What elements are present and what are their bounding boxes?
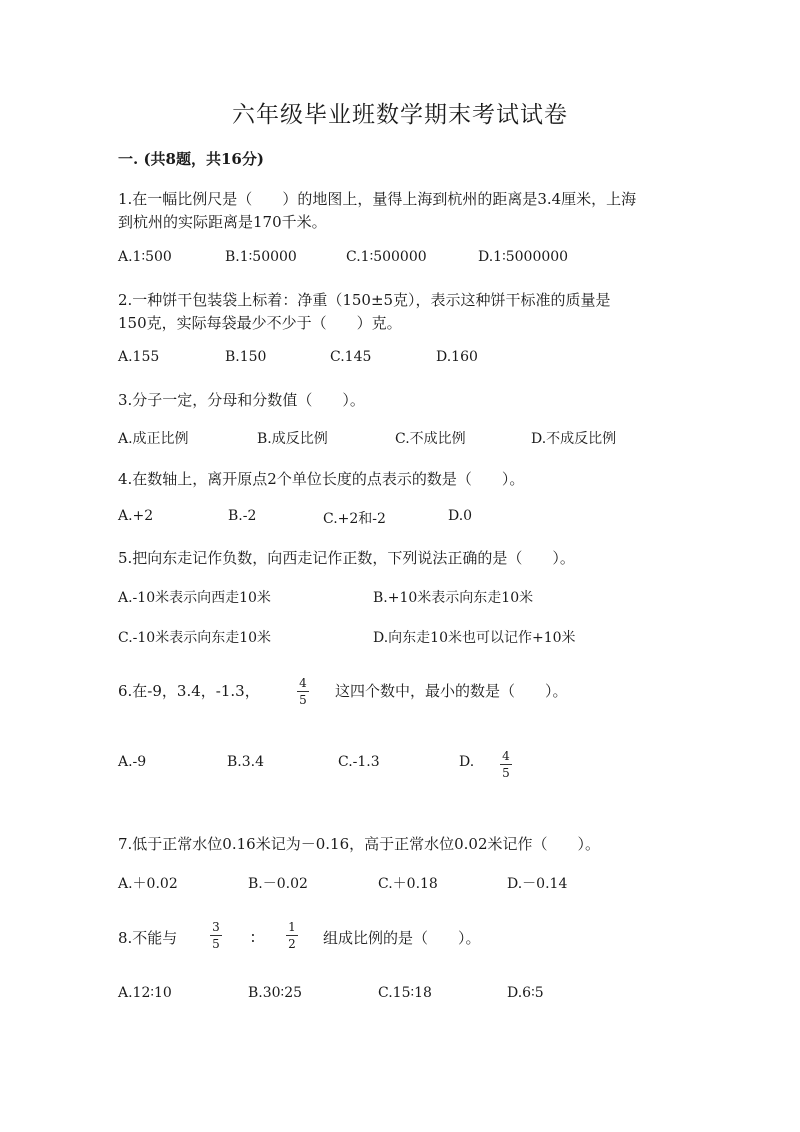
q8-option-a[interactable]: A.12∶10: [118, 985, 172, 1001]
q8-option-d[interactable]: D.6∶5: [507, 985, 544, 1001]
q8-fraction-2: [286, 920, 298, 951]
q1-option-b[interactable]: B.1∶50000: [225, 249, 297, 265]
q8-fraction-1-numerator: 3: [212, 920, 220, 934]
question-2-line-1: 2.一种饼干包装袋上标着：净重（150±5克），表示这种饼干标准的质量是: [118, 291, 611, 309]
q1-option-d[interactable]: D.1∶5000000: [478, 249, 569, 265]
q8-colon: ∶: [251, 929, 255, 947]
q5-option-d[interactable]: D.向东走10米也可以记作+10米: [373, 630, 576, 646]
question-6-prefix: 6.在-9，3.4，-1.3，: [118, 682, 260, 700]
q2-option-a[interactable]: A.155: [118, 349, 160, 365]
q8-fraction-2-numerator: 1: [288, 920, 296, 934]
q7-option-c[interactable]: C.＋0.18: [378, 876, 438, 892]
q8-fraction-1-denominator: 5: [212, 937, 220, 951]
question-2-line-2: 150克，实际每袋最少不少于（ ）克。: [118, 314, 402, 332]
q2-option-b[interactable]: B.150: [225, 349, 267, 365]
section-heading: 一. (共8题，共16分): [118, 150, 264, 168]
q5-option-a[interactable]: A.-10米表示向西走10米: [118, 590, 271, 606]
q1-option-c[interactable]: C.1∶500000: [346, 249, 427, 265]
q6-option-a[interactable]: A.-9: [118, 754, 147, 770]
q2-option-d[interactable]: D.160: [436, 349, 478, 365]
q7-option-d[interactable]: D.－0.14: [507, 876, 568, 892]
q8-fraction-1: [210, 920, 222, 951]
q8-fraction-2-denominator: 2: [288, 937, 296, 951]
q4-option-d[interactable]: D.0: [448, 508, 473, 524]
question-1-line-2: 到杭州的实际距离是170千米。: [118, 213, 327, 231]
q6-option-d-denominator: 5: [502, 766, 510, 780]
q6-option-b[interactable]: B.3.4: [227, 754, 265, 770]
q3-option-b[interactable]: B.成反比例: [257, 431, 328, 447]
q6-option-c[interactable]: C.-1.3: [338, 754, 380, 770]
q7-option-a[interactable]: A.＋0.02: [118, 876, 178, 892]
q8-option-c[interactable]: C.15∶18: [378, 985, 432, 1001]
q4-option-a[interactable]: A.+2: [118, 508, 154, 524]
q6-fraction-numerator: 4: [299, 676, 307, 690]
question-3: 3.分子一定，分母和分数值（ ）。: [118, 391, 365, 409]
page-title: 六年级毕业班数学期末考试试卷: [232, 102, 568, 128]
q4-option-b[interactable]: B.-2: [228, 508, 257, 524]
question-4: 4.在数轴上，离开原点2个单位长度的点表示的数是（ ）。: [118, 470, 525, 488]
q4-option-c[interactable]: C.+2和-2: [323, 511, 386, 527]
q1-option-a[interactable]: A.1∶500: [118, 249, 172, 265]
question-6-suffix: 这四个数中，最小的数是（ ）。: [335, 682, 568, 700]
q3-option-c[interactable]: C.不成比例: [395, 431, 466, 447]
q3-option-d[interactable]: D.不成反比例: [531, 431, 617, 447]
question-7: 7.低于正常水位0.16米记为－0.16，高于正常水位0.02米记作（ ）。: [118, 835, 601, 853]
q6-option-d-fraction: [500, 749, 512, 780]
question-5: 5.把向东走记作负数，向西走记作正数，下列说法正确的是（ ）。: [118, 549, 575, 567]
question-1-line-1: 1.在一幅比例尺是（ ）的地图上，量得上海到杭州的距离是3.4厘米，上海: [118, 190, 637, 208]
q8-option-b[interactable]: B.30∶25: [248, 985, 303, 1001]
question-8-prefix: 8.不能与: [118, 929, 178, 947]
q6-fraction-denominator: 5: [299, 693, 307, 707]
q6-option-d-numerator: 4: [502, 749, 510, 763]
q2-option-c[interactable]: C.145: [330, 349, 372, 365]
q6-fraction: [297, 676, 309, 707]
question-8-suffix: 组成比例的是（ ）。: [323, 929, 481, 947]
q6-option-d[interactable]: D.: [459, 754, 475, 770]
q7-option-b[interactable]: B.－0.02: [248, 876, 308, 892]
q5-option-b[interactable]: B.+10米表示向东走10米: [373, 590, 534, 606]
q5-option-c[interactable]: C.-10米表示向东走10米: [118, 630, 272, 646]
q3-option-a[interactable]: A.成正比例: [118, 431, 189, 447]
